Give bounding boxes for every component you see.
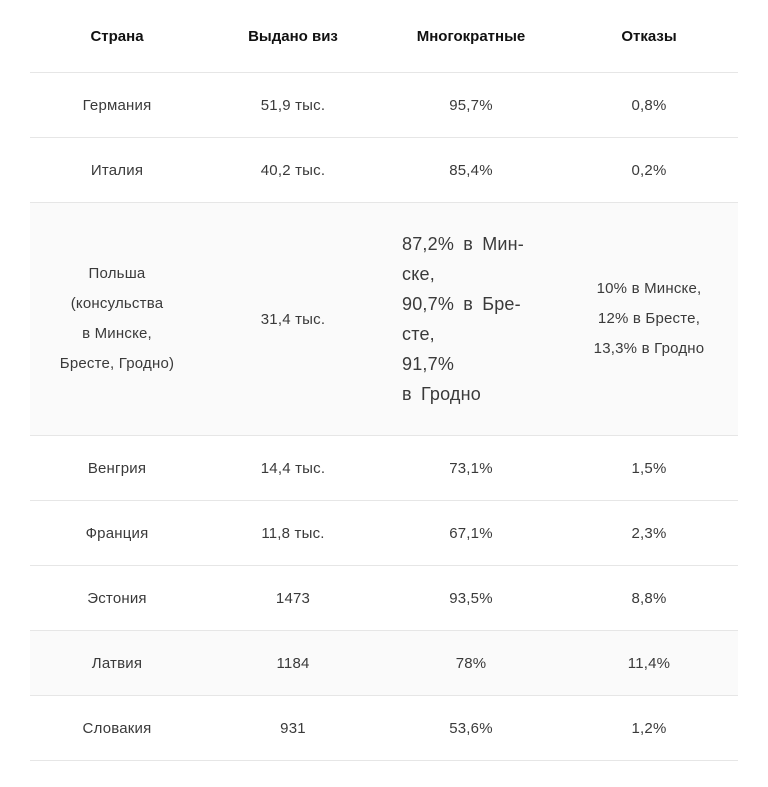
table-row	[30, 138, 738, 203]
header-country: Страна	[30, 0, 204, 73]
cell-country: Латвия	[30, 631, 204, 696]
cell-multiple: 73,1%	[382, 436, 560, 501]
cell-country: Эстония	[30, 566, 204, 631]
cell-refusals: 0,8%	[560, 73, 738, 138]
cell-issued: 1184	[204, 631, 382, 696]
cell-refusals: 11,4%	[560, 631, 738, 696]
cell-multiple: 87,2% в Мин- ске, 90,7% в Бре- сте, 91,7% в Гродно	[382, 203, 560, 436]
table-row	[30, 696, 738, 761]
cell-refusals: 1,5%	[560, 436, 738, 501]
table-row	[30, 436, 738, 501]
cell-multiple: 53,6%	[382, 696, 560, 761]
cell-refusals: 2,3%	[560, 501, 738, 566]
cell-multiple: 95,7%	[382, 73, 560, 138]
cell-country: Польша (консульства в Минске, Бресте, Гродно)	[30, 203, 204, 436]
table-body	[30, 73, 738, 761]
cell-issued: 51,9 тыс.	[204, 73, 382, 138]
cell-multiple: 93,5%	[382, 566, 560, 631]
cell-country: Германия	[30, 73, 204, 138]
visa-statistics-table	[30, 0, 738, 761]
header-multiple: Многократные	[382, 0, 560, 73]
cell-country: Италия	[30, 138, 204, 203]
table-header	[30, 0, 738, 73]
visa-statistics-table-wrapper	[30, 0, 738, 761]
table-row	[30, 631, 738, 696]
cell-issued: 14,4 тыс.	[204, 436, 382, 501]
cell-issued: 40,2 тыс.	[204, 138, 382, 203]
table-row	[30, 566, 738, 631]
cell-refusals: 0,2%	[560, 138, 738, 203]
cell-issued: 11,8 тыс.	[204, 501, 382, 566]
table-row	[30, 203, 738, 436]
cell-issued: 931	[204, 696, 382, 761]
cell-country: Франция	[30, 501, 204, 566]
cell-refusals: 1,2%	[560, 696, 738, 761]
cell-refusals: 10% в Минске, 12% в Бресте, 13,3% в Гродно	[560, 203, 738, 436]
cell-country: Словакия	[30, 696, 204, 761]
cell-issued: 31,4 тыс.	[204, 203, 382, 436]
header-issued: Выдано виз	[204, 0, 382, 73]
table-row	[30, 501, 738, 566]
cell-multiple: 78%	[382, 631, 560, 696]
table-row	[30, 73, 738, 138]
cell-multiple: 85,4%	[382, 138, 560, 203]
header-refusals: Отказы	[560, 0, 738, 73]
cell-multiple: 67,1%	[382, 501, 560, 566]
header-row	[30, 0, 738, 73]
cell-issued: 1473	[204, 566, 382, 631]
cell-country: Венгрия	[30, 436, 204, 501]
cell-refusals: 8,8%	[560, 566, 738, 631]
